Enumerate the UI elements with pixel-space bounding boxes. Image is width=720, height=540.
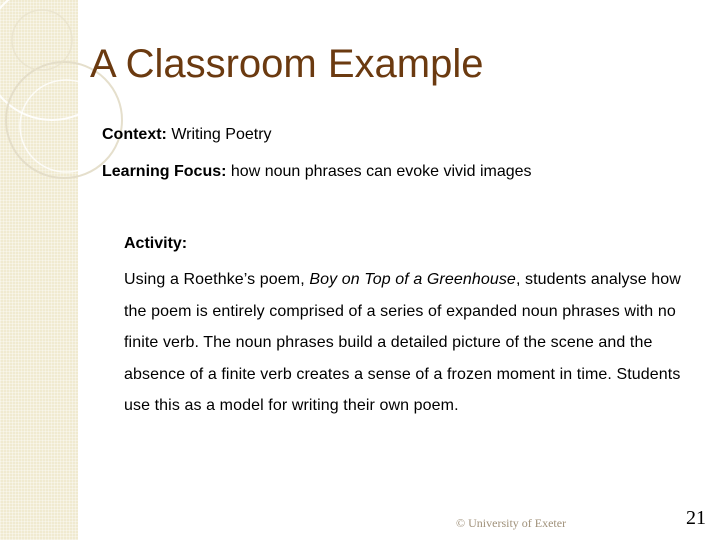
learning-focus-text: how noun phrases can evoke vivid images [226,163,532,180]
slide-title: A Classroom Example [90,42,484,86]
decorative-sidebar [0,0,78,540]
activity-text-rest: , students analyse how the poem is entirely comprised of a series of expanded noun phrases with no finite verb. The noun phrases build a detailed picture of the scene and the absence of a finite verb creates a sense of a frozen moment in time. Students use this as a model for writing their own poem. [124,271,681,414]
activity-heading: Activity: [124,235,188,252]
activity-paragraph [124,264,699,422]
context-text: Writing Poetry [166,126,272,143]
copyright-footer: © University of Exeter [456,516,567,530]
learning-focus-label: Learning Focus: [102,163,227,180]
context-label: Context: [102,126,167,143]
activity-text-start: Using a Roethke’s poem, [124,271,310,288]
page-number: 21 [686,507,706,529]
learning-focus-line [102,163,532,181]
context-line [102,126,272,144]
poem-title: Boy on Top of a Greenhouse [309,271,516,288]
